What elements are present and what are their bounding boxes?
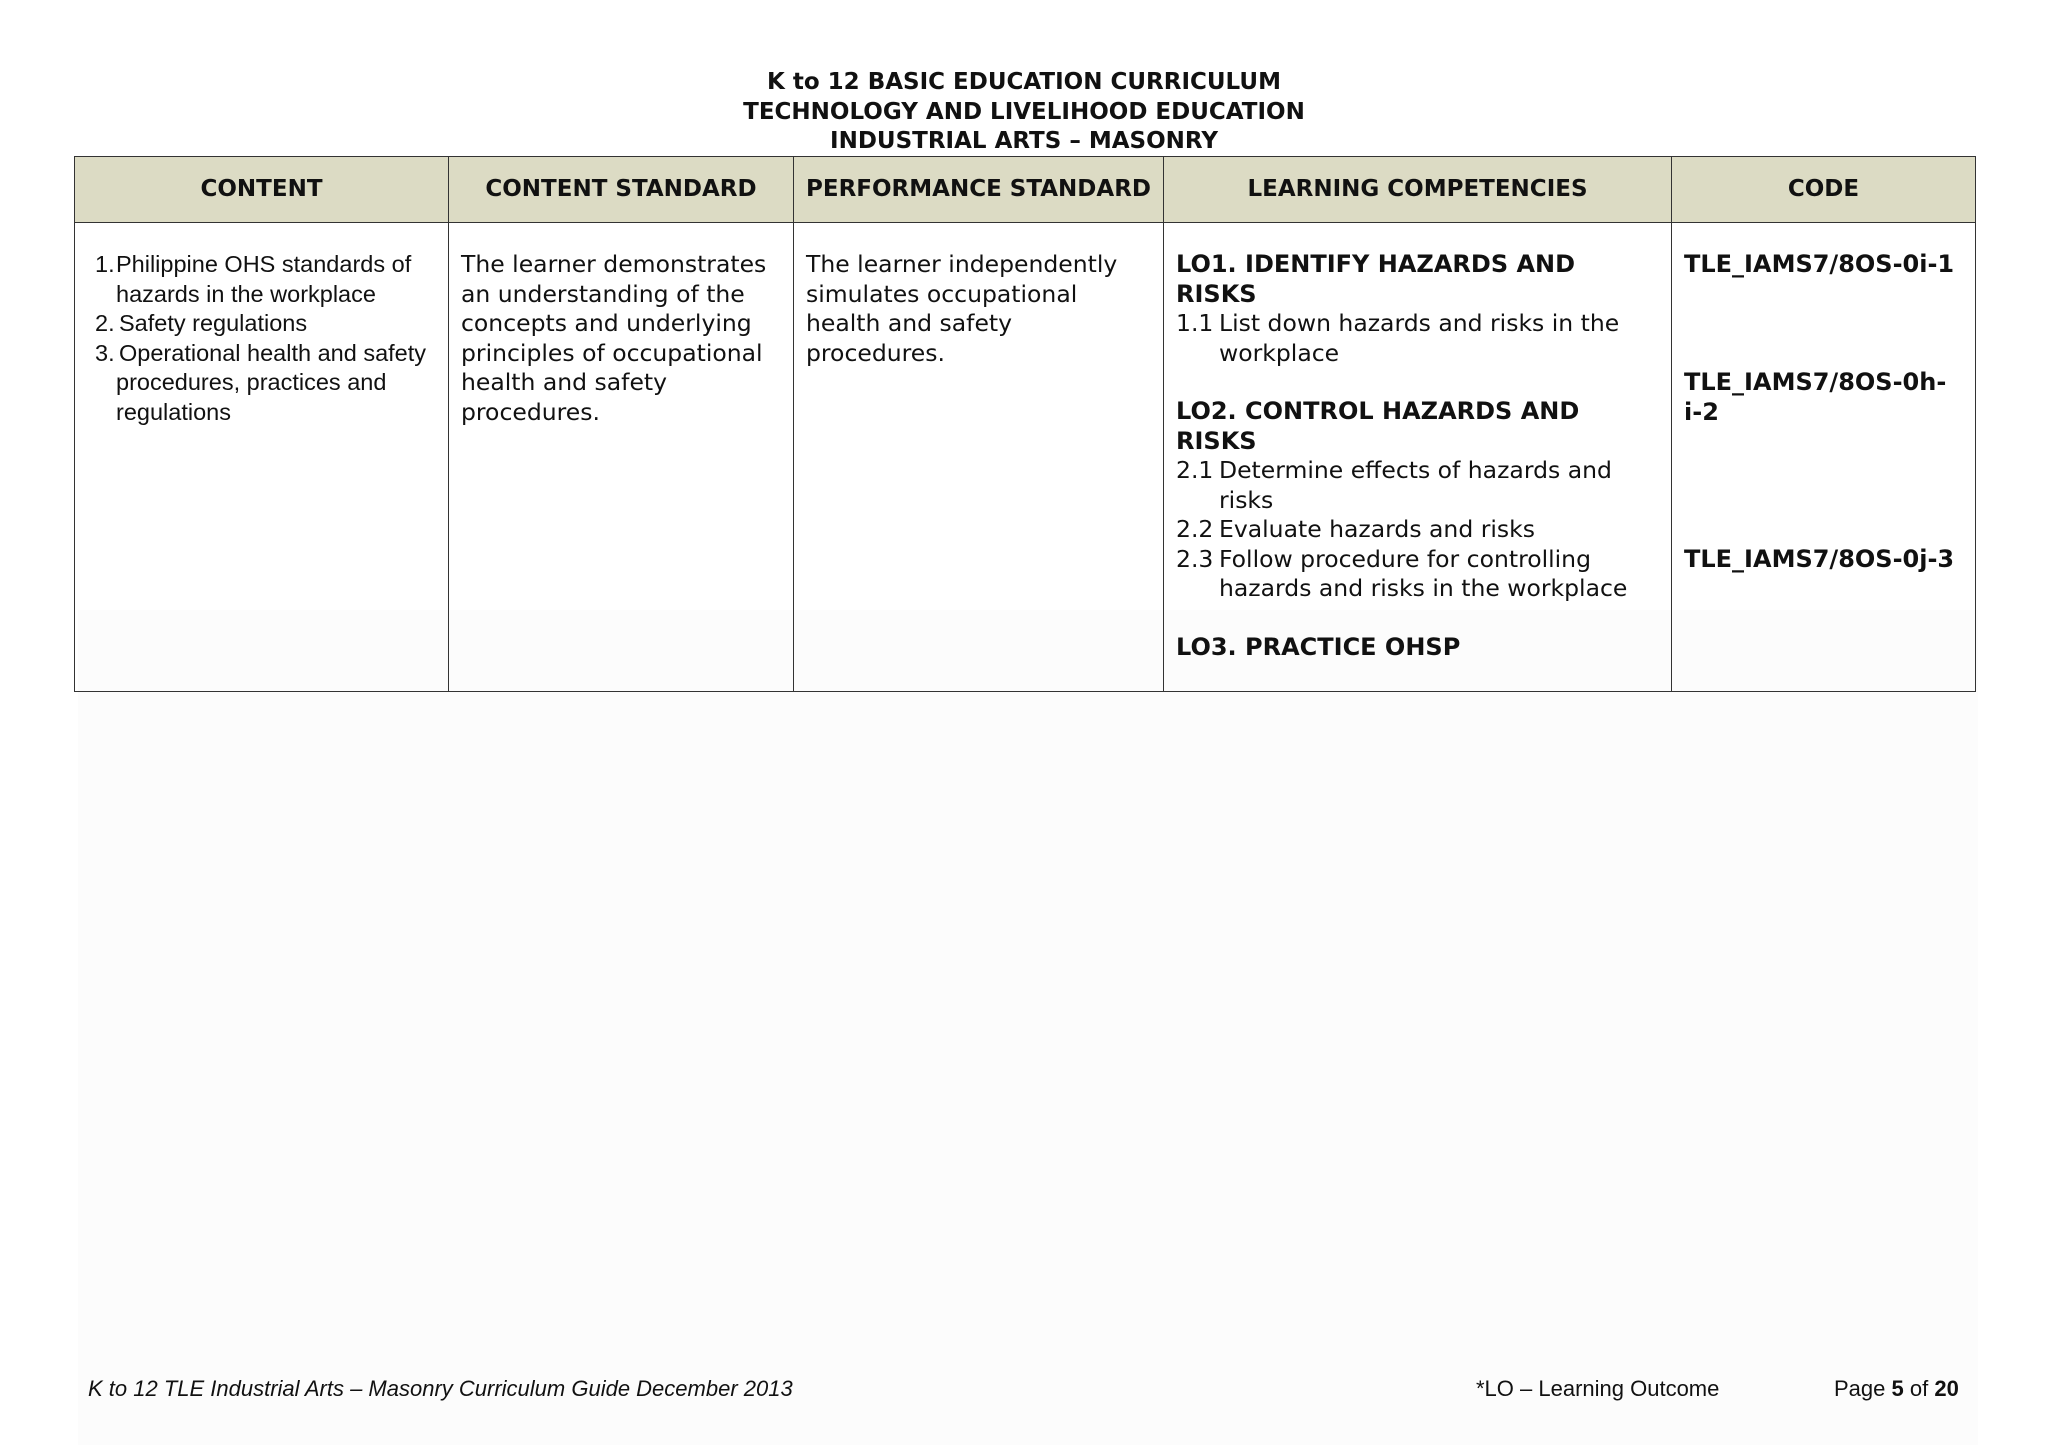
competency-item bbox=[1176, 456, 1659, 515]
learning-outcome-heading: LO2. CONTROL HAZARDS AND RISKS bbox=[1176, 397, 1580, 455]
column-header-performance-standard: PERFORMANCE STANDARD bbox=[794, 157, 1164, 223]
table-row bbox=[75, 223, 1976, 692]
footer-document-title: K to 12 TLE Industrial Arts – Masonry Curriculum Guide December 2013 bbox=[88, 1376, 793, 1401]
content-item bbox=[83, 250, 436, 309]
page-prefix: Page bbox=[1834, 1376, 1886, 1401]
code-cell bbox=[1672, 223, 1976, 692]
competency-number: 2.1 bbox=[1176, 456, 1214, 484]
curriculum-table bbox=[74, 156, 1976, 692]
content-item-text: Philippine OHS standards of hazards in the workplace bbox=[116, 251, 412, 307]
performance-standard-text: The learner independently simulates occupational health and safety procedures. bbox=[806, 250, 1118, 367]
learning-outcome-3 bbox=[1176, 633, 1659, 663]
competency-item bbox=[1176, 309, 1659, 368]
learning-outcome-heading: LO1. IDENTIFY HAZARDS AND RISKS bbox=[1176, 250, 1576, 308]
page-number bbox=[1834, 1376, 1959, 1402]
content-list bbox=[83, 250, 436, 427]
competency-text: Follow procedure for controlling hazards and risks in the workplace bbox=[1219, 544, 1628, 602]
content-item-number: 3. bbox=[95, 339, 115, 366]
competency-text: Evaluate hazards and risks bbox=[1219, 515, 1535, 543]
content-item-text: Safety regulations bbox=[119, 310, 308, 336]
competency-number: 2.2 bbox=[1176, 515, 1214, 543]
content-standard-text: The learner demonstrates an understanding of the concepts and underlying principles of occupational health and safety procedures. bbox=[461, 250, 767, 426]
header-line-3: INDUSTRIAL ARTS – MASONRY bbox=[830, 128, 1218, 154]
learning-competencies-cell bbox=[1164, 223, 1672, 692]
competency-number: 1.1 bbox=[1176, 309, 1214, 337]
page-total: 20 bbox=[1934, 1376, 1959, 1401]
performance-standard-cell bbox=[794, 223, 1164, 692]
content-standard-cell bbox=[449, 223, 794, 692]
column-header-content: CONTENT bbox=[75, 157, 449, 223]
content-item bbox=[83, 339, 436, 428]
code-entry: TLE_IAMS7/8OS-0j-3 bbox=[1684, 545, 1955, 573]
header-line-1: K to 12 BASIC EDUCATION CURRICULUM bbox=[767, 69, 1281, 95]
content-item-number: 1. bbox=[95, 251, 115, 277]
content-item bbox=[83, 309, 436, 339]
learning-outcome-2 bbox=[1176, 397, 1659, 604]
page-current: 5 bbox=[1891, 1376, 1904, 1401]
content-cell bbox=[75, 223, 449, 692]
competency-item bbox=[1176, 545, 1659, 604]
content-item-number: 2. bbox=[95, 310, 115, 336]
code-entry: TLE_IAMS7/8OS-0i-1 bbox=[1684, 250, 1955, 278]
competency-text: List down hazards and risks in the workplace bbox=[1219, 309, 1620, 367]
learning-outcome-1 bbox=[1176, 250, 1659, 368]
competency-item bbox=[1176, 515, 1659, 545]
learning-outcome-heading: LO3. PRACTICE OHSP bbox=[1176, 632, 1461, 661]
competency-number: 2.3 bbox=[1176, 544, 1214, 573]
header-line-2: TECHNOLOGY AND LIVELIHOOD EDUCATION bbox=[743, 98, 1305, 125]
document-header bbox=[0, 68, 2048, 157]
competency-text: Determine effects of hazards and risks bbox=[1219, 456, 1612, 514]
column-header-code: CODE bbox=[1672, 157, 1976, 223]
footer-legend: *LO – Learning Outcome bbox=[1476, 1376, 1720, 1401]
content-item-text: Operational health and safety procedures, practices and regulations bbox=[116, 339, 427, 425]
page-background bbox=[78, 610, 1978, 1445]
table-header-row bbox=[75, 157, 1976, 223]
code-entry: TLE_IAMS7/8OS-0h-i-2 bbox=[1684, 368, 1947, 426]
page-of: of bbox=[1909, 1376, 1929, 1401]
column-header-learning-competencies: LEARNING COMPETENCIES bbox=[1164, 157, 1672, 223]
column-header-content-standard: CONTENT STANDARD bbox=[449, 157, 794, 223]
